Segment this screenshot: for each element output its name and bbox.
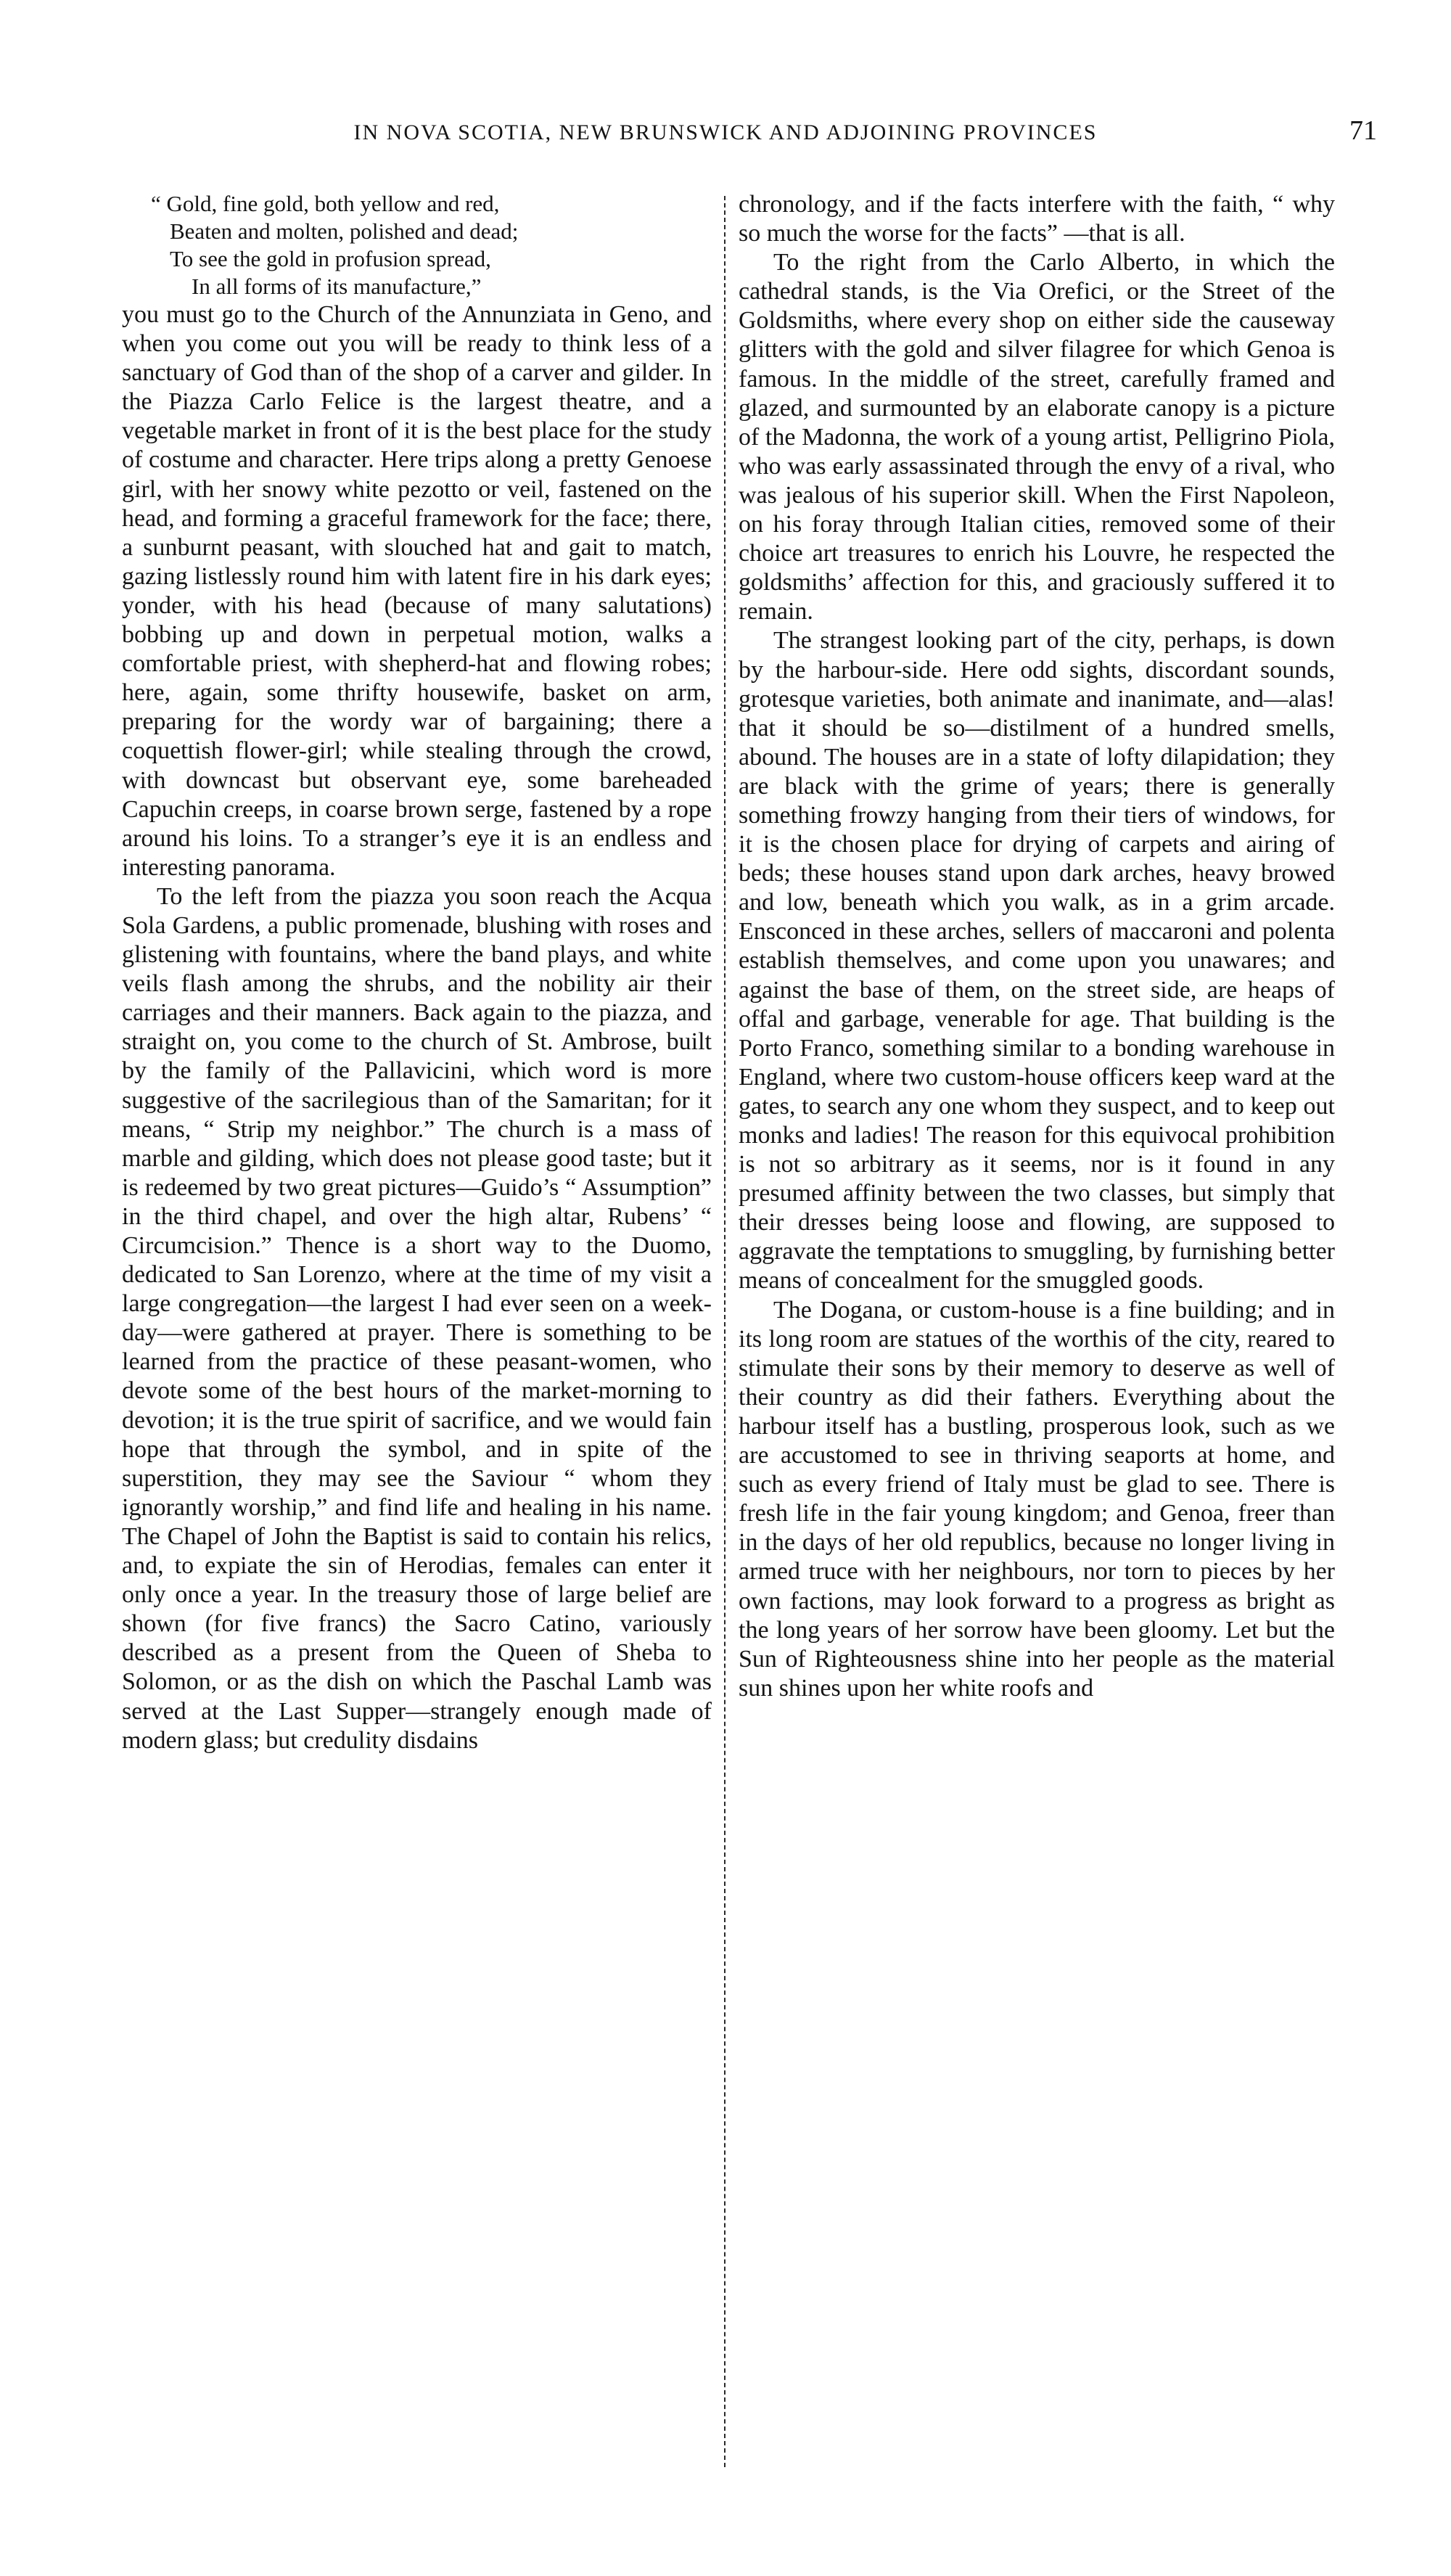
verse-line: In all forms of its manufacture,” <box>192 274 482 299</box>
right-column <box>739 190 1335 1703</box>
paragraph: you must go to the Church of the Annunziata in Geno, and when you come out you will be ready to think less of a sanctuary of God than of the shop of a carver and gilder. In the Piazza Carlo Felice is the largest theatre, and a vegetable market in front of it is the best place for the study of costume and character. Here trips along a pretty Genoese girl, with her snowy white pezotto or veil, fastened on the head, and forming a graceful framework for the face; there, a sunburnt peasant, with slouched hat and gait to match, gazing listlessly round him with latent fire in his dark eyes; yonder, with his head (because of many salutations) bobbing up and down in perpetual motion, walks a comfortable priest, with shepherd-hat and flowing robes; here, again, some thrifty housewife, basket on arm, preparing for the wordy war of bargaining; there a coquettish flower-girl; while stealing through the crowd, with downcast but observant eye, some bareheaded Capuchin creeps, in coarse brown serge, fastened by a rope around his loins. To a stranger’s eye it is an endless and interesting panorama. <box>122 301 712 881</box>
paragraph: The Dogana, or custom-house is a fine building; and in its long room are statues of the worthis of the city, reared to stimulate their sons by their memory to deserve as well of their country as did their fathers. Everything about the harbour itself has a bustling, prosperous look, such as we are accustomed to see in thriving seaports at home, and such as every friend of Italy must be glad to see. There is fresh life in the fair young kingdom; and Genoa, freer than in the days of her old republics, because no longer living in armed truce with her neighbours, nor torn to pieces by her own factions, may look forward to a progress as bright as the long years of her sorrow have been gloomy. Let but the Sun of Righteousness shine into her people as the material sun shines upon her white roofs and <box>739 1296 1335 1702</box>
verse-line: “ Gold, fine gold, both yellow and red, <box>151 191 500 216</box>
page-number: 71 <box>1349 115 1377 146</box>
paragraph: To the right from the Carlo Alberto, in which the cathedral stands, is the Via Orefici, or the Street of the Goldsmiths, where every shop on either side the causeway glitters with the gold and silver filagree for which Genoa is famous. In the middle of the street, carefully framed and glazed, and surmounted by an elaborate canopy is a picture of the Madonna, the work of a young artist, Pelligrino Piola, who was early assassinated through the envy of a rival, who was jealous of his superior skill. When the First Napoleon, on his foray through Italian cities, removed some of their choice art treasures to enrich his Louvre, he respected the goldsmiths’ affection for this, and graciously suffered it to remain. <box>739 249 1335 625</box>
paragraph: To the left from the piazza you soon reach the Acqua Sola Gardens, a public promenade, blushing with roses and glistening with fountains, where the band plays, and white veils flash among the shrubs, and the nobility air their carriages and their manners. Back again to the piazza, and straight on, you come to the church of St. Ambrose, built by the family of the Pallavicini, which word is more suggestive of the sacrilegious than of the Samaritan; for it means, “ Strip my neighbor.” The church is a mass of marble and gilding, which does not please good taste; but it is redeemed by two great pictures—Guido’s “ Assumption” in the third chapel, and over the high altar, Rubens’ “ Circumcision.” Thence is a short way to the Duomo, dedicated to San Lorenzo, where at the time of my visit a large congregation—the largest I had ever seen on a week-day—were gathered at prayer. There is something to be learned from the practice of these peasant-women, who devote some of the best hours of the market-morning to devotion; it is the true spirit of sacrifice, and we would fain hope that through the symbol, and in spite of the superstition, they may see the Saviour “ whom they ignorantly worship,” and find life and healing in his name. The Chapel of John the Baptist is said to contain his relics, and, to expiate the sin of Herodias, females can enter it only once a year. In the treasury those of large belief are shown (for five francs) the Sacro Catino, variously described as a present from the Queen of Sheba to Solomon, or as the dish on which the Paschal Lamb was served at the Last Supper—strangely enough made of modern glass; but credulity disdains <box>122 882 712 1754</box>
column-divider <box>724 196 726 2467</box>
paragraph: chronology, and if the facts interfere with the faith, “ why so much the worse for the facts” —that is all. <box>739 191 1335 247</box>
left-column <box>122 190 712 1755</box>
verse-line: Beaten and molten, polished and dead; <box>170 218 519 244</box>
running-head: IN NOVA SCOTIA, NEW BRUNSWICK AND ADJOINING PROVINCES <box>353 120 1098 144</box>
verse-line: To see the gold in profusion spread, <box>170 246 491 271</box>
verse-quote <box>122 190 712 300</box>
paragraph: The strangest looking part of the city, perhaps, is down by the harbour-side. Here odd sights, discordant sounds, grotesque varieties, both animate and inanimate, and—alas! that it should be so—distilment of a hundred smells, abound. The houses are in a state of lofty dilapidation; they are black with the grime of years; there is generally something frowzy hanging from their tiers of windows, for it is the chosen place for drying of carpets and airing of beds; these houses stand upon dark arches, heavy browed and low, beneath which you walk, as in a grim arcade. Ensconced in these arches, sellers of maccaroni and polenta establish themselves, and come upon you unawares; and against the base of them, on the street side, are heaps of offal and garbage, venerable for age. That building is the Porto Franco, something similar to a bonding warehouse in England, where two custom-house officers keep ward at the gates, to search any one whom they suspect, and to keep out monks and ladies! The reason for this equivocal prohibition is not so arbitrary as it seems, nor is it found in any presumed affinity between the two classes, but simply that their dresses being loose and flowing, are supposed to aggravate the temptations to smuggling, by furnishing better means of concealment for the smuggled goods. <box>739 627 1335 1295</box>
